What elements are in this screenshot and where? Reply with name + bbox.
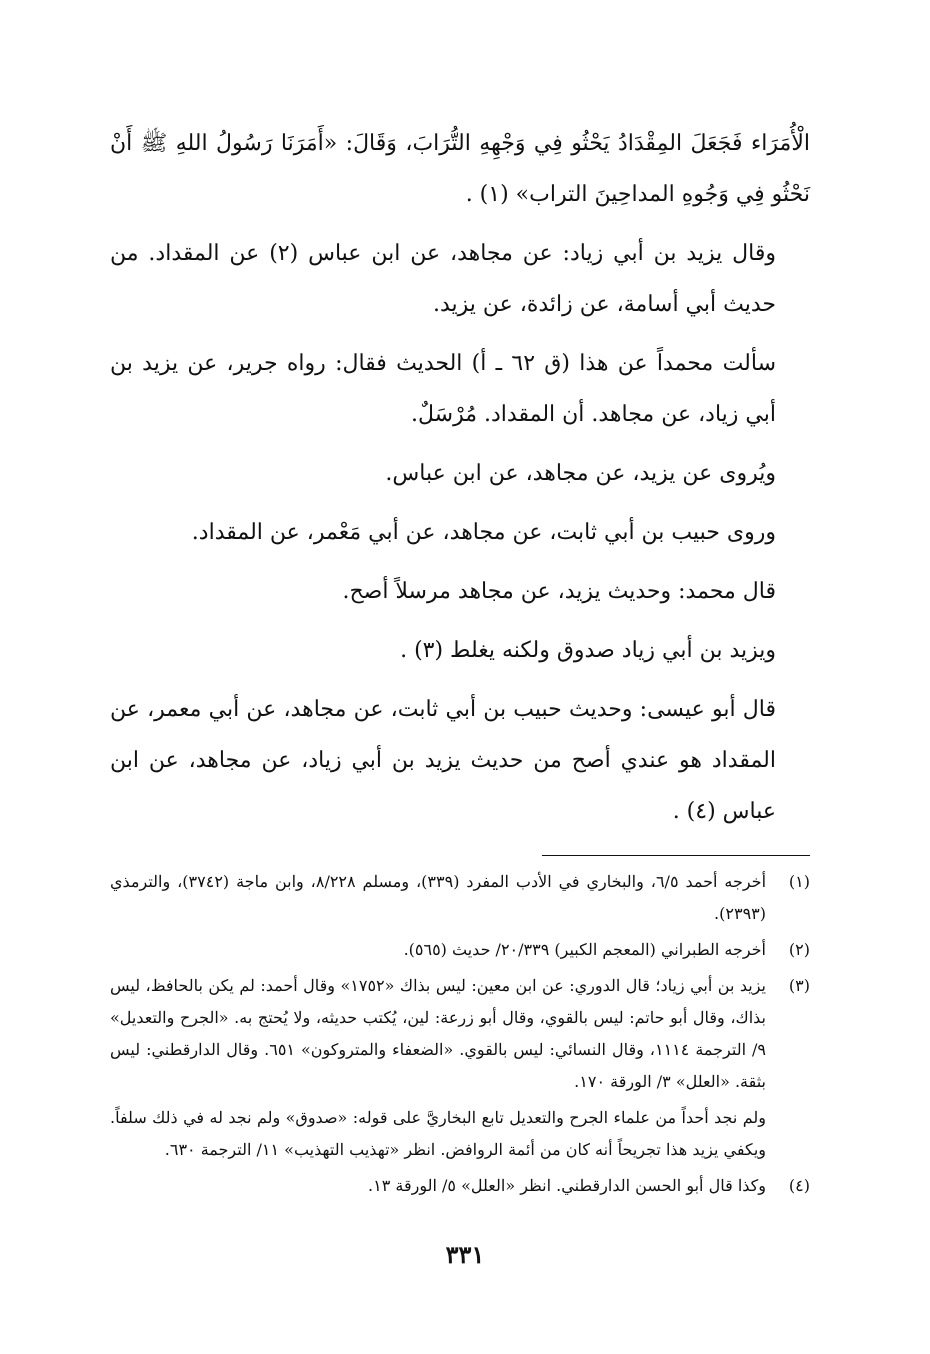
footnote-separator: [542, 855, 810, 856]
footnote-text: أخرجه أحمد ٦/٥، والبخاري في الأدب المفرد (٣٣٩)، ومسلم ٨/٢٢٨، وابن ماجة (٣٧٤٢)، والترمذي (٢٣٩٣).: [110, 872, 767, 923]
footnote-number: (٤): [788, 1176, 810, 1195]
footnote-number: (١): [788, 872, 810, 891]
page-number: ٣٣١: [445, 1240, 485, 1269]
paragraph-2: وقال يزيد بن أبي زياد: عن مجاهد، عن ابن عباس (٢) عن المقداد. من حديث أبي أسامة، عن زائدة، عن يزيد.: [110, 241, 776, 317]
paragraph-3: سألت محمداً عن هذا (ق ٦٢ ـ أ) الحديث فقال: رواه جرير، عن يزيد بن أبي زياد، عن مجاهد. أن المقداد. مُرْسَلٌ.: [110, 351, 777, 427]
footnote-3: [110, 970, 810, 1098]
footnote-1: [110, 866, 810, 930]
footnote-4: [110, 1170, 810, 1202]
footnote-text: وكذا قال أبو الحسن الدارقطني. انظر «العلل» ٥/ الورقة ١٣.: [368, 1176, 766, 1195]
paragraph-6: قال محمد: وحديث يزيد، عن مجاهد مرسلاً أصح.: [342, 579, 776, 604]
paragraph-5: وروى حبيب بن أبي ثابت، عن مجاهد، عن أبي مَعْمر، عن المقداد.: [191, 520, 776, 545]
footnote-text: يزيد بن أبي زياد؛ قال الدوري: عن ابن معين: ليس بذاك «١٧٥٢» وقال أحمد: لم يكن بالحافظ، ليس بذاك، وقال أبو حاتم: ليس بالقوي، وقال أبو زرعة: لين، يُكتب حديثه، ولا يُحتج به. «الجرح والتعديل» ٩/ الترجمة ١١١٤، وقال النسائي: ليس بالقوي. «الضعفاء والمتروكون» ٦٥١. وقال الدارقطني: ليس بثقة. «العلل» ٣/ الورقة ١٧٠.: [110, 976, 767, 1091]
paragraph-1: الْأُمَرَاء فَجَعَلَ المِقْدَادُ يَحْثُو فِي وَجْهِهِ التُّرَابَ، وَقَالَ: «أَمَرَنَا رَسُولُ اللهِ ﷺ أَنْ نَحْثُو فِي وَجُوهِ المداحِينَ التراب» (١) .: [110, 131, 810, 207]
paragraph-8: قال أبو عيسى: وحديث حبيب بن أبي ثابت، عن مجاهد، عن أبي معمر، عن المقداد هو عندي أصح من حديث يزيد بن أبي زياد، عن مجاهد، عن ابن عباس (٤) .: [110, 697, 776, 824]
footnote-number: (٣): [788, 976, 810, 995]
footnote-text: أخرجه الطبراني (المعجم الكبير) ٢٠/٣٣٩/ حديث (٥٦٥).: [403, 940, 766, 959]
footnote-2: [110, 934, 810, 966]
footnote-3-continuation: ولم نجد أحداً من علماء الجرح والتعديل تابع البخاريَّ على قوله: «صدوق» ولم نجد له في ذلك سلفاً. ويكفي يزيد هذا تجريحاً أنه كان من أئمة الروافض. انظر «تهذيب التهذيب» ١١/ الترجمة ٦٣٠.: [110, 1108, 766, 1159]
main-text: [110, 118, 810, 837]
paragraph-4: ويُروى عن يزيد، عن مجاهد، عن ابن عباس.: [385, 461, 776, 486]
footnote-number: (٢): [788, 940, 810, 959]
paragraph-7: ويزيد بن أبي زياد صدوق ولكنه يغلط (٣) .: [400, 638, 776, 663]
footnotes: [110, 866, 810, 1202]
